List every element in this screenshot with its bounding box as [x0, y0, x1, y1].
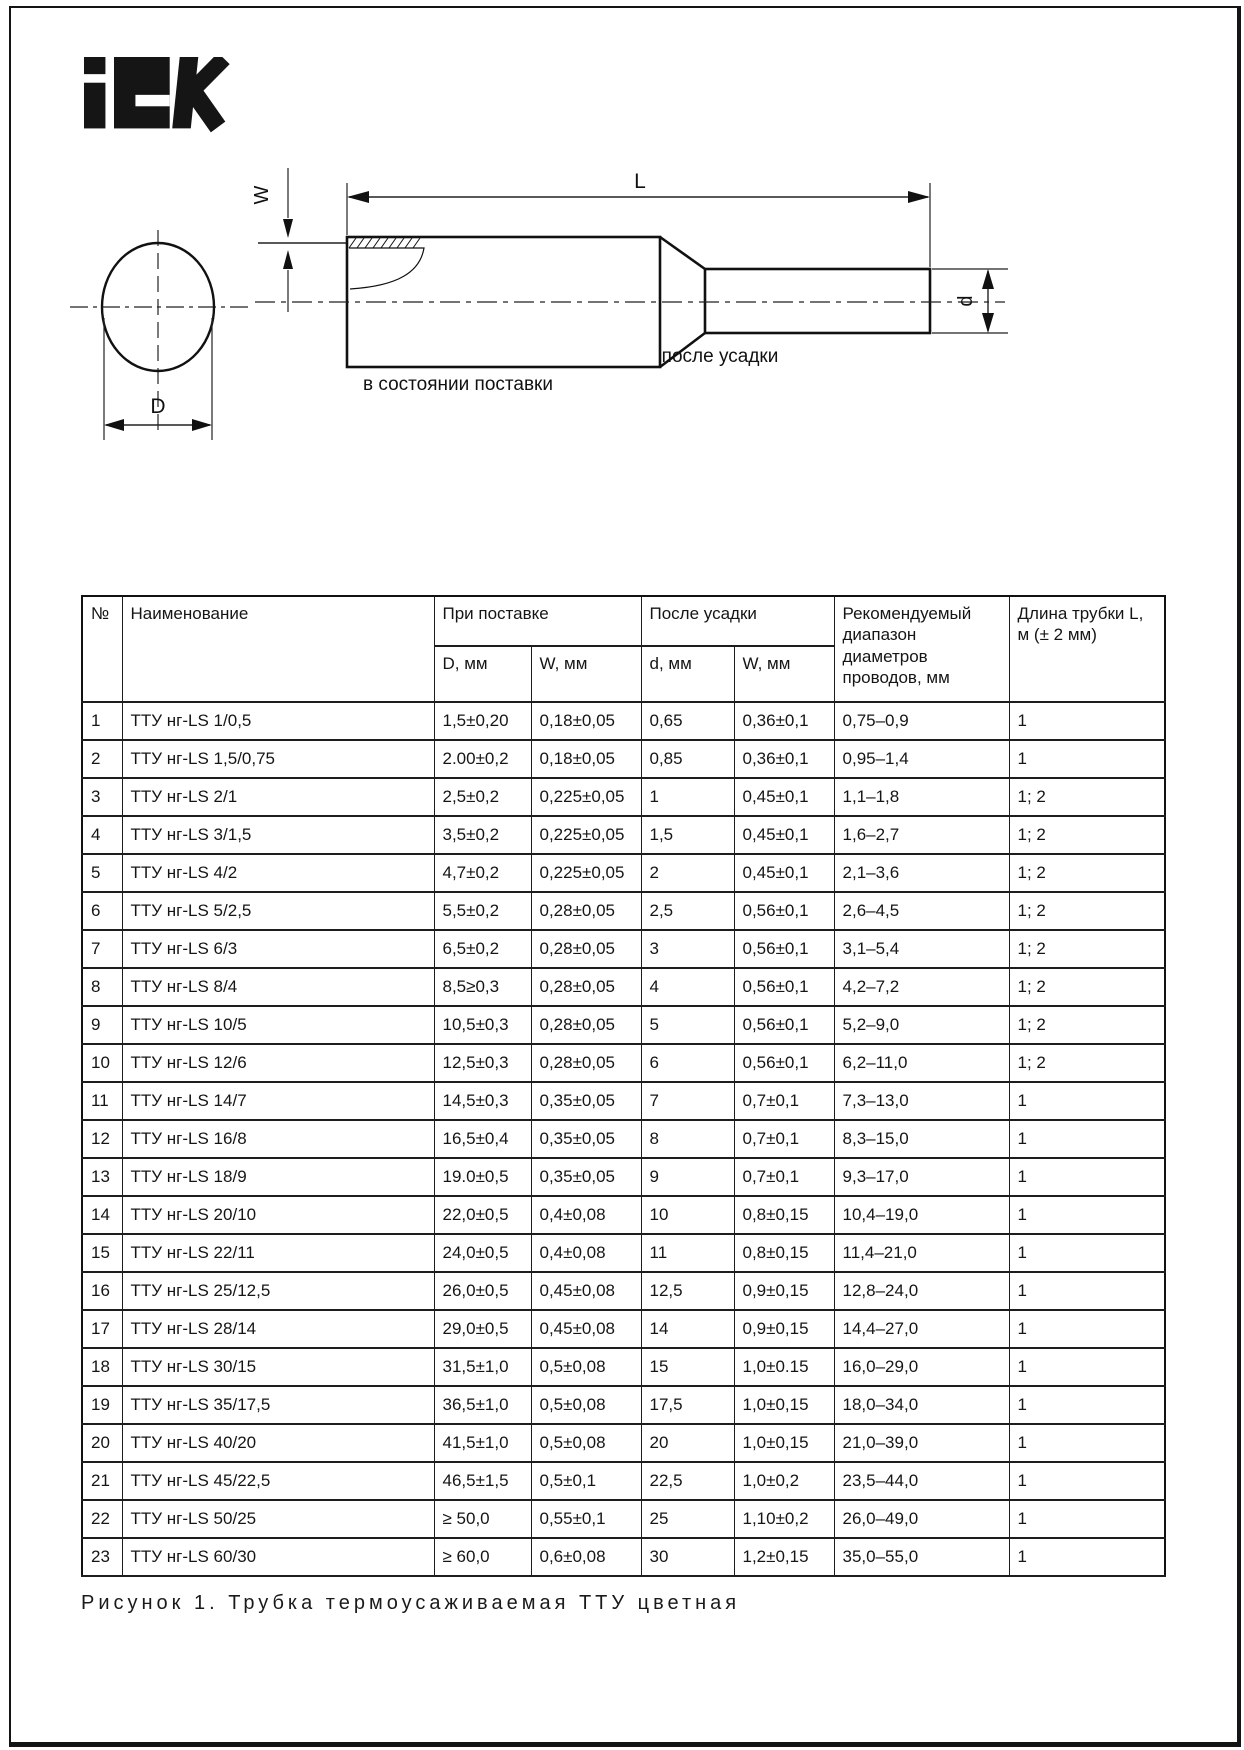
col-W-supply: 0,28±0,05 — [531, 892, 641, 930]
label-after-shrink: после усадки — [661, 346, 779, 367]
col-name: ТТУ нг-LS 5/2,5 — [122, 892, 434, 930]
col-range: 10,4–19,0 — [834, 1196, 1009, 1234]
col-num: 11 — [82, 1082, 122, 1120]
col-length: 1; 2 — [1009, 778, 1165, 816]
col-length: 1 — [1009, 1500, 1165, 1538]
col-range: 35,0–55,0 — [834, 1538, 1009, 1576]
iek-logo — [84, 57, 234, 137]
technical-drawing — [55, 150, 1115, 480]
label-as-supplied: в состоянии поставки — [363, 374, 553, 395]
col-W-shrink: 0,8±0,15 — [734, 1234, 834, 1272]
col-d-shrink: 12,5 — [641, 1272, 734, 1310]
col-length: 1 — [1009, 1462, 1165, 1500]
col-num: 9 — [82, 1006, 122, 1044]
col-W-supply: 0,5±0,08 — [531, 1386, 641, 1424]
header-num: № — [82, 596, 122, 702]
col-d-shrink: 10 — [641, 1196, 734, 1234]
col-W-shrink: 0,9±0,15 — [734, 1310, 834, 1348]
col-num: 21 — [82, 1462, 122, 1500]
col-W-shrink: 1,10±0,2 — [734, 1500, 834, 1538]
col-W-shrink: 0,56±0,1 — [734, 892, 834, 930]
spec-table-body — [82, 702, 1165, 1576]
table-row — [82, 1424, 1165, 1462]
col-D-supply: 1,5±0,20 — [434, 702, 531, 740]
col-length: 1 — [1009, 1424, 1165, 1462]
dim-label-d: d — [955, 295, 977, 307]
table-row — [82, 968, 1165, 1006]
header-group-row — [82, 596, 1165, 646]
col-num: 14 — [82, 1196, 122, 1234]
col-length: 1 — [1009, 702, 1165, 740]
col-D-supply: 31,5±1,0 — [434, 1348, 531, 1386]
col-range: 14,4–27,0 — [834, 1310, 1009, 1348]
header-shrink-group: После усадки — [641, 596, 834, 646]
col-d-shrink: 7 — [641, 1082, 734, 1120]
col-W-shrink: 0,7±0,1 — [734, 1120, 834, 1158]
col-d-shrink: 6 — [641, 1044, 734, 1082]
arrowhead — [908, 191, 930, 203]
col-W-supply: 0,35±0,05 — [531, 1158, 641, 1196]
header-length: Длина трубки L, м (± 2 мм) — [1009, 596, 1165, 702]
col-W-shrink: 0,36±0,1 — [734, 740, 834, 778]
header-W-shrink: W, мм — [734, 646, 834, 702]
col-length: 1 — [1009, 1082, 1165, 1120]
col-d-shrink: 9 — [641, 1158, 734, 1196]
arrowhead — [982, 313, 994, 333]
header-D-supply: D, мм — [434, 646, 531, 702]
col-W-shrink: 0,45±0,1 — [734, 778, 834, 816]
table-row — [82, 1082, 1165, 1120]
col-range: 0,75–0,9 — [834, 702, 1009, 740]
col-range: 16,0–29,0 — [834, 1348, 1009, 1386]
table-row — [82, 1120, 1165, 1158]
arrowhead — [982, 269, 994, 289]
col-length: 1; 2 — [1009, 968, 1165, 1006]
col-name: ТТУ нг-LS 50/25 — [122, 1500, 434, 1538]
col-W-shrink: 0,36±0,1 — [734, 702, 834, 740]
col-length: 1 — [1009, 1386, 1165, 1424]
col-name: ТТУ нг-LS 45/22,5 — [122, 1462, 434, 1500]
table-row — [82, 892, 1165, 930]
arrowhead — [283, 219, 293, 238]
col-W-supply: 0,28±0,05 — [531, 1044, 641, 1082]
col-name: ТТУ нг-LS 22/11 — [122, 1234, 434, 1272]
col-name: ТТУ нг-LS 14/7 — [122, 1082, 434, 1120]
col-range: 0,95–1,4 — [834, 740, 1009, 778]
col-range: 26,0–49,0 — [834, 1500, 1009, 1538]
col-W-supply: 0,5±0,08 — [531, 1348, 641, 1386]
col-length: 1 — [1009, 1348, 1165, 1386]
table-row — [82, 1044, 1165, 1082]
col-D-supply: 24,0±0,5 — [434, 1234, 531, 1272]
col-num: 4 — [82, 816, 122, 854]
col-D-supply: 36,5±1,0 — [434, 1386, 531, 1424]
col-range: 23,5–44,0 — [834, 1462, 1009, 1500]
col-name: ТТУ нг-LS 30/15 — [122, 1348, 434, 1386]
col-D-supply: 29,0±0,5 — [434, 1310, 531, 1348]
col-W-supply: 0,55±0,1 — [531, 1500, 641, 1538]
table-row — [82, 1234, 1165, 1272]
col-name: ТТУ нг-LS 6/3 — [122, 930, 434, 968]
col-length: 1; 2 — [1009, 1006, 1165, 1044]
col-D-supply: 46,5±1,5 — [434, 1462, 531, 1500]
col-W-supply: 0,35±0,05 — [531, 1120, 641, 1158]
col-W-supply: 0,35±0,05 — [531, 1082, 641, 1120]
col-d-shrink: 15 — [641, 1348, 734, 1386]
col-W-supply: 0,4±0,08 — [531, 1234, 641, 1272]
table-row — [82, 1310, 1165, 1348]
col-length: 1 — [1009, 1310, 1165, 1348]
table-row — [82, 740, 1165, 778]
col-W-shrink: 0,8±0,15 — [734, 1196, 834, 1234]
col-range: 12,8–24,0 — [834, 1272, 1009, 1310]
col-name: ТТУ нг-LS 35/17,5 — [122, 1386, 434, 1424]
col-D-supply: 22,0±0,5 — [434, 1196, 531, 1234]
col-W-supply: 0,225±0,05 — [531, 854, 641, 892]
col-length: 1 — [1009, 740, 1165, 778]
dim-label-D: D — [150, 395, 166, 418]
col-num: 19 — [82, 1386, 122, 1424]
col-W-shrink: 1,0±0.15 — [734, 1348, 834, 1386]
header-name: Наименование — [122, 596, 434, 702]
col-range: 18,0–34,0 — [834, 1386, 1009, 1424]
table-row — [82, 1386, 1165, 1424]
table-row — [82, 1538, 1165, 1576]
col-d-shrink: 5 — [641, 1006, 734, 1044]
iek-logo-glyphs — [84, 57, 234, 137]
col-D-supply: 12,5±0,3 — [434, 1044, 531, 1082]
col-d-shrink: 8 — [641, 1120, 734, 1158]
col-range: 1,1–1,8 — [834, 778, 1009, 816]
col-range: 1,6–2,7 — [834, 816, 1009, 854]
col-D-supply: 10,5±0,3 — [434, 1006, 531, 1044]
col-length: 1 — [1009, 1196, 1165, 1234]
col-d-shrink: 17,5 — [641, 1386, 734, 1424]
col-num: 7 — [82, 930, 122, 968]
col-W-shrink: 1,0±0,15 — [734, 1386, 834, 1424]
col-length: 1 — [1009, 1120, 1165, 1158]
tube-body-shrunk — [705, 269, 930, 333]
col-W-supply: 0,225±0,05 — [531, 778, 641, 816]
col-length: 1; 2 — [1009, 892, 1165, 930]
col-W-supply: 0,18±0,05 — [531, 740, 641, 778]
col-D-supply: 2.00±0,2 — [434, 740, 531, 778]
header-d-shrink: d, мм — [641, 646, 734, 702]
col-D-supply: 5,5±0,2 — [434, 892, 531, 930]
col-name: ТТУ нг-LS 28/14 — [122, 1310, 434, 1348]
table-row — [82, 1158, 1165, 1196]
col-W-shrink: 1,0±0,2 — [734, 1462, 834, 1500]
table-row — [82, 1272, 1165, 1310]
col-W-shrink: 1,0±0,15 — [734, 1424, 834, 1462]
col-W-shrink: 0,56±0,1 — [734, 968, 834, 1006]
col-name: ТТУ нг-LS 2/1 — [122, 778, 434, 816]
dim-label-L: L — [634, 170, 646, 193]
col-range: 5,2–9,0 — [834, 1006, 1009, 1044]
col-D-supply: 19.0±0,5 — [434, 1158, 531, 1196]
col-W-supply: 0,5±0,08 — [531, 1424, 641, 1462]
col-length: 1; 2 — [1009, 1044, 1165, 1082]
col-d-shrink: 11 — [641, 1234, 734, 1272]
col-W-supply: 0,28±0,05 — [531, 1006, 641, 1044]
col-W-supply: 0,45±0,08 — [531, 1310, 641, 1348]
col-name: ТТУ нг-LS 4/2 — [122, 854, 434, 892]
table-row — [82, 1348, 1165, 1386]
arrowhead — [347, 191, 369, 203]
col-num: 22 — [82, 1500, 122, 1538]
col-range: 4,2–7,2 — [834, 968, 1009, 1006]
col-D-supply: 2,5±0,2 — [434, 778, 531, 816]
col-length: 1 — [1009, 1538, 1165, 1576]
col-d-shrink: 0,65 — [641, 702, 734, 740]
col-W-shrink: 0,45±0,1 — [734, 854, 834, 892]
col-range: 21,0–39,0 — [834, 1424, 1009, 1462]
col-d-shrink: 1 — [641, 778, 734, 816]
figure-caption: Рисунок 1. Трубка термоусаживаемая ТТУ цветная — [81, 1592, 741, 1614]
col-name: ТТУ нг-LS 20/10 — [122, 1196, 434, 1234]
col-name: ТТУ нг-LS 40/20 — [122, 1424, 434, 1462]
col-num: 18 — [82, 1348, 122, 1386]
col-length: 1; 2 — [1009, 854, 1165, 892]
col-W-shrink: 0,56±0,1 — [734, 1006, 834, 1044]
col-W-shrink: 0,56±0,1 — [734, 930, 834, 968]
table-row — [82, 1462, 1165, 1500]
col-W-supply: 0,225±0,05 — [531, 816, 641, 854]
col-d-shrink: 1,5 — [641, 816, 734, 854]
col-name: ТТУ нг-LS 10/5 — [122, 1006, 434, 1044]
header-range: Рекомендуемый диапазон диаметров проводов, мм — [834, 596, 1009, 702]
taper-top — [660, 237, 705, 269]
col-W-shrink: 0,9±0,15 — [734, 1272, 834, 1310]
col-length: 1 — [1009, 1234, 1165, 1272]
col-num: 6 — [82, 892, 122, 930]
col-name: ТТУ нг-LS 12/6 — [122, 1044, 434, 1082]
col-num: 10 — [82, 1044, 122, 1082]
dim-label-W: W — [251, 185, 273, 205]
col-W-shrink: 0,45±0,1 — [734, 816, 834, 854]
col-range: 8,3–15,0 — [834, 1120, 1009, 1158]
col-W-supply: 0,4±0,08 — [531, 1196, 641, 1234]
col-d-shrink: 2,5 — [641, 892, 734, 930]
col-D-supply: 6,5±0,2 — [434, 930, 531, 968]
header-W-supply: W, мм — [531, 646, 641, 702]
col-range: 6,2–11,0 — [834, 1044, 1009, 1082]
col-num: 17 — [82, 1310, 122, 1348]
col-d-shrink: 3 — [641, 930, 734, 968]
table-row — [82, 778, 1165, 816]
col-D-supply: ≥ 50,0 — [434, 1500, 531, 1538]
col-num: 16 — [82, 1272, 122, 1310]
col-W-supply: 0,5±0,1 — [531, 1462, 641, 1500]
col-d-shrink: 0,85 — [641, 740, 734, 778]
arrowhead — [283, 250, 293, 269]
col-num: 20 — [82, 1424, 122, 1462]
col-num: 2 — [82, 740, 122, 778]
col-d-shrink: 4 — [641, 968, 734, 1006]
table-row — [82, 1196, 1165, 1234]
col-num: 15 — [82, 1234, 122, 1272]
col-name: ТТУ нг-LS 1,5/0,75 — [122, 740, 434, 778]
col-length: 1; 2 — [1009, 930, 1165, 968]
col-name: ТТУ нг-LS 25/12,5 — [122, 1272, 434, 1310]
col-name: ТТУ нг-LS 16/8 — [122, 1120, 434, 1158]
arrowhead — [104, 419, 124, 431]
col-num: 12 — [82, 1120, 122, 1158]
col-range: 2,1–3,6 — [834, 854, 1009, 892]
col-num: 1 — [82, 702, 122, 740]
col-range: 7,3–13,0 — [834, 1082, 1009, 1120]
col-d-shrink: 22,5 — [641, 1462, 734, 1500]
col-name: ТТУ нг-LS 60/30 — [122, 1538, 434, 1576]
table-row — [82, 816, 1165, 854]
col-d-shrink: 25 — [641, 1500, 734, 1538]
col-length: 1 — [1009, 1272, 1165, 1310]
col-D-supply: 3,5±0,2 — [434, 816, 531, 854]
col-W-supply: 0,28±0,05 — [531, 930, 641, 968]
col-W-supply: 0,18±0,05 — [531, 702, 641, 740]
col-num: 5 — [82, 854, 122, 892]
col-range: 2,6–4,5 — [834, 892, 1009, 930]
col-W-shrink: 0,56±0,1 — [734, 1044, 834, 1082]
table-row — [82, 702, 1165, 740]
col-range: 11,4–21,0 — [834, 1234, 1009, 1272]
col-D-supply: 4,7±0,2 — [434, 854, 531, 892]
col-W-shrink: 1,2±0,15 — [734, 1538, 834, 1576]
col-D-supply: 41,5±1,0 — [434, 1424, 531, 1462]
col-range: 9,3–17,0 — [834, 1158, 1009, 1196]
col-range: 3,1–5,4 — [834, 930, 1009, 968]
col-num: 23 — [82, 1538, 122, 1576]
col-length: 1 — [1009, 1158, 1165, 1196]
table-row — [82, 854, 1165, 892]
col-D-supply: ≥ 60,0 — [434, 1538, 531, 1576]
col-W-supply: 0,28±0,05 — [531, 968, 641, 1006]
header-supply-group: При поставке — [434, 596, 641, 646]
spec-table — [81, 595, 1166, 1577]
col-num: 8 — [82, 968, 122, 1006]
col-d-shrink: 30 — [641, 1538, 734, 1576]
col-d-shrink: 20 — [641, 1424, 734, 1462]
col-W-supply: 0,45±0,08 — [531, 1272, 641, 1310]
col-D-supply: 8,5≥0,3 — [434, 968, 531, 1006]
table-row — [82, 1006, 1165, 1044]
table-row — [82, 1500, 1165, 1538]
col-num: 3 — [82, 778, 122, 816]
col-W-shrink: 0,7±0,1 — [734, 1082, 834, 1120]
col-D-supply: 26,0±0,5 — [434, 1272, 531, 1310]
col-name: ТТУ нг-LS 8/4 — [122, 968, 434, 1006]
col-d-shrink: 2 — [641, 854, 734, 892]
table-row — [82, 930, 1165, 968]
col-D-supply: 14,5±0,3 — [434, 1082, 531, 1120]
col-name: ТТУ нг-LS 18/9 — [122, 1158, 434, 1196]
arrowhead — [192, 419, 212, 431]
col-W-supply: 0,6±0,08 — [531, 1538, 641, 1576]
col-length: 1; 2 — [1009, 816, 1165, 854]
col-D-supply: 16,5±0,4 — [434, 1120, 531, 1158]
col-name: ТТУ нг-LS 1/0,5 — [122, 702, 434, 740]
col-num: 13 — [82, 1158, 122, 1196]
col-W-shrink: 0,7±0,1 — [734, 1158, 834, 1196]
col-name: ТТУ нг-LS 3/1,5 — [122, 816, 434, 854]
col-d-shrink: 14 — [641, 1310, 734, 1348]
